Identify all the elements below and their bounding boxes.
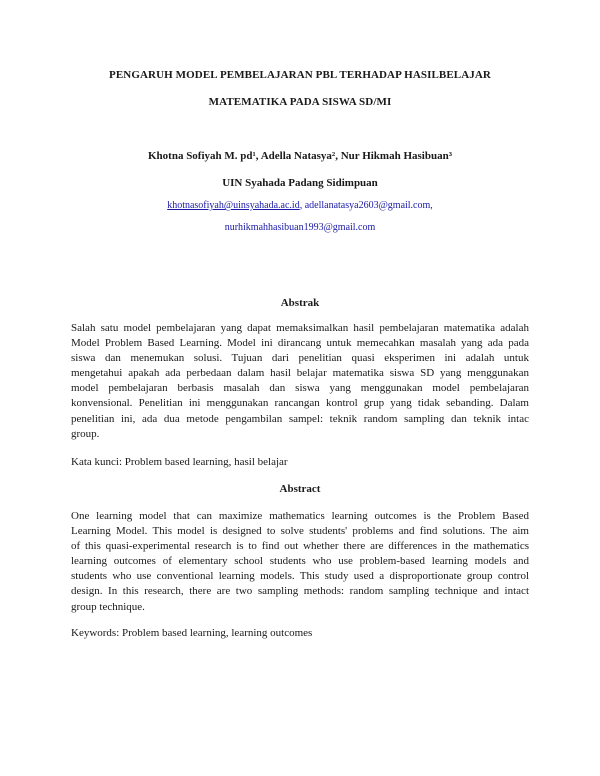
abstrak-keywords: Kata kunci: Problem based learning, hasil belajar — [71, 456, 288, 468]
abstrak-line: siswa dan menemukan solusi. Tujuan dari penelitian quasi eksperimen ini adalah untuk — [71, 352, 529, 365]
title-line-2: MATEMATIKA PADA SISWA SD/MI — [208, 96, 392, 108]
abstrak-line: konvensional. Penelitian ini menggunakan rancangan kontrol grup yang tidak sebanding. Dalam — [71, 397, 529, 410]
abstract-heading: Abstract — [279, 483, 321, 495]
email-text-3: nurhikmahhasibuan1993@gmail.com — [224, 222, 376, 233]
email-line-1 — [0, 200, 600, 211]
abstrak-line: model pembelajaran berbasis masalah dan siswa yang menggunakan model pembelajaran — [71, 382, 529, 395]
abstrak-paragraph — [71, 321, 529, 442]
email-text-2: , adellanatasya2603@gmail.com, — [299, 200, 433, 211]
abstract-line: of this quasi-experimental research is to find out whether there are differences in the mathematics — [71, 540, 529, 553]
abstract-line: design. In this research, there are two sampling methods: random sampling technique and intact — [71, 585, 529, 598]
abstrak-heading: Abstrak — [280, 297, 320, 309]
abstract-line: students who use conventional learning models. This study used a disproportionate group control — [71, 570, 529, 583]
abstract-line: Learning Model. This model is designed to solve students' problems and find solutions. The aim — [71, 525, 529, 538]
abstrak-line: penelitian ini, ada dua metode pengambilan sampel: teknik random sampling dan teknik intac — [71, 412, 529, 425]
title-line-1: PENGARUH MODEL PEMBELAJARAN PBL TERHADAP HASILBELAJAR — [109, 69, 491, 81]
abstract-line: One learning model that can maximize mathematics learning outcomes is the Problem Based — [71, 510, 529, 522]
abstrak-line: group. — [71, 427, 100, 440]
email-link-1[interactable]: khotnasofiyah@uinsyahada.ac.id — [167, 200, 300, 211]
abstrak-line: Model Problem Based Learning. Model ini dirancang untuk memecahkan masalah yang ada pada — [71, 337, 529, 350]
authors: Khotna Sofiyah M. pd¹, Adella Natasya², Nur Hikmah Hasibuan³ — [147, 150, 452, 162]
affiliation: UIN Syahada Padang Sidimpuan — [222, 177, 378, 189]
abstract-paragraph — [71, 509, 529, 615]
abstrak-line: mengetahui apakah ada perbedaan dalam hasil belajar matematika siswa SD yang menggunakan — [71, 367, 529, 380]
abstrak-line: Salah satu model pembelajaran yang dapat memaksimalkan hasil pembelajaran matematika adalah — [71, 322, 529, 334]
abstract-keywords: Keywords: Problem based learning, learning outcomes — [71, 627, 313, 639]
abstract-line: learning outcomes of elementary school students who use problem-based learning models and — [71, 555, 529, 568]
abstract-line: group technique. — [71, 600, 145, 613]
email-line-2 — [0, 222, 600, 233]
